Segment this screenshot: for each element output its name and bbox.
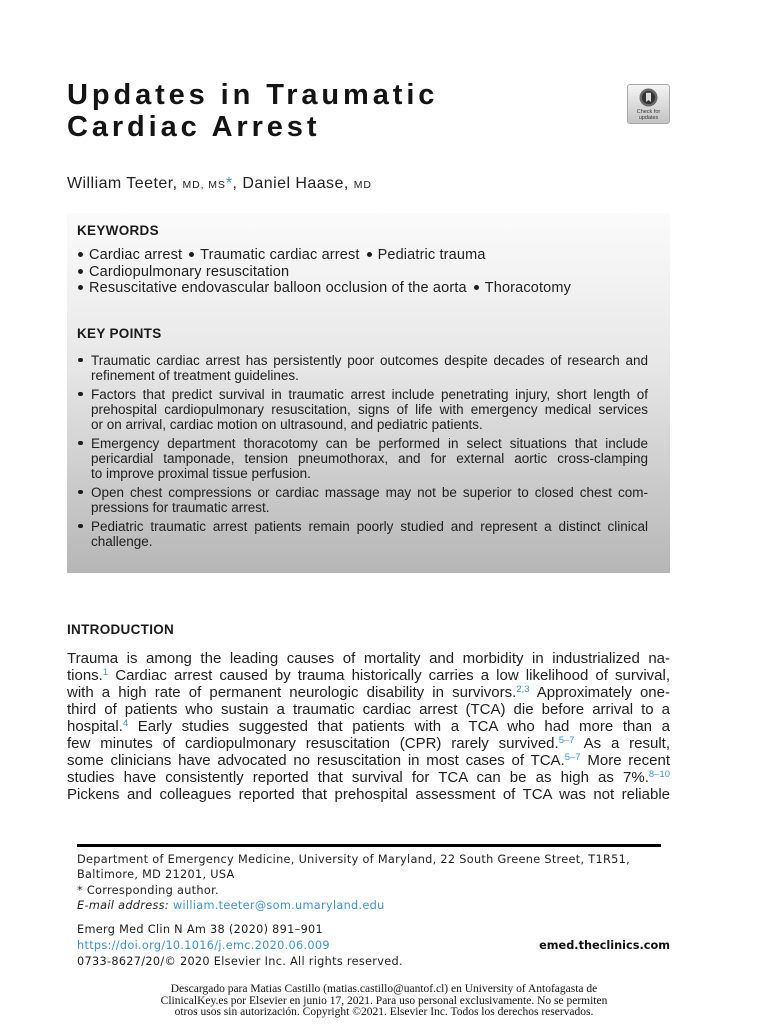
key-point-line: challenge. xyxy=(91,533,153,549)
corresponding-author-note: * Corresponding author. xyxy=(77,883,219,897)
key-point-text xyxy=(91,485,648,515)
key-point-line: Open chest compressions or cardiac massage may not be superior to closed chest com- xyxy=(91,484,648,500)
check-for-updates-icon xyxy=(639,88,658,107)
keyword: Traumatic cardiac arrest xyxy=(200,247,360,263)
key-point-item xyxy=(67,519,648,549)
body-line xyxy=(67,650,670,667)
body-line xyxy=(67,752,670,769)
body-line xyxy=(67,667,670,684)
citation: Emerg Med Clin N Am 38 (2020) 891–901 xyxy=(77,923,324,936)
key-point-line: Emergency department thoracotomy can be performed in select situations that include xyxy=(91,435,648,451)
body-text-segment: third of patients who sustain a traumatic cardiac arrest (TCA) die before arrival to a xyxy=(67,701,670,718)
notice-line: ClinicalKey.es por Elsevier en junio 17, 2021. Para uso personal exclusivamente. No se permiten xyxy=(160,994,608,1007)
author-list xyxy=(67,175,372,194)
bullet-icon xyxy=(78,269,83,274)
title-line: Updates in Traumatic xyxy=(67,79,439,111)
body-line xyxy=(67,684,670,701)
body-text-segment: Early studies suggested that patients with a TCA who had more than a xyxy=(128,718,670,735)
email-link[interactable]: william.teeter@som.umaryland.edu xyxy=(172,898,385,912)
keywords-keypoints-box xyxy=(67,213,670,573)
key-point-item xyxy=(67,485,648,515)
reference-link[interactable]: 2,3 xyxy=(516,684,530,695)
key-point-line: Traumatic cardiac arrest has persistently poor outcomes despite decades of research and xyxy=(91,352,648,368)
key-point-line: or on arrival, cardiac motion on ultrasound, and pediatric patients. xyxy=(91,416,483,432)
body-text-segment: Approximately one- xyxy=(529,684,670,701)
body-line xyxy=(67,735,670,752)
body-text-segment: Cardiac arrest caused by trauma historically carries a low likelihood of survival, xyxy=(108,667,670,684)
badge-label xyxy=(628,109,669,121)
keyword: Resuscitative endovascular balloon occlusion of the aorta xyxy=(89,280,467,296)
keyword-line xyxy=(77,247,571,264)
reference-link[interactable]: 5–7 xyxy=(564,752,581,763)
author-name: Daniel Haase, xyxy=(242,175,349,192)
copyright-line: 0733-8627/20/© 2020 Elsevier Inc. All rights reserved. xyxy=(77,955,403,968)
body-line xyxy=(67,769,670,786)
badge-label-line: Check for xyxy=(636,109,661,115)
email-line xyxy=(77,898,630,913)
body-text-segment: As a result, xyxy=(574,735,670,752)
keyword: Thoracotomy xyxy=(484,280,571,296)
notice-line: Descargado para Matias Castillo (matias.castillo@uantof.cl) en University of Antofagasta de xyxy=(170,983,598,995)
body-text-segment: hospital. xyxy=(67,718,123,735)
bullet-icon xyxy=(78,490,83,495)
body-line xyxy=(67,701,670,718)
key-point-item xyxy=(67,387,648,432)
keyword: Pediatric trauma xyxy=(377,247,486,263)
body-text-segment: with a high rate of permanent neurologic disability in survivors. xyxy=(67,684,517,701)
journal-info xyxy=(77,922,670,970)
journal-site-link[interactable]: emed.theclinics.com xyxy=(539,939,670,952)
key-points-list xyxy=(67,353,670,553)
key-points-heading: KEY POINTS xyxy=(77,326,162,341)
body-text-segment: Pickens and colleagues reported that prehospital assessment of TCA was not reliable xyxy=(67,786,670,803)
bullet-icon xyxy=(78,524,83,529)
body-text-segment: Trauma is among the leading causes of mortality and morbidity in industrialized na- xyxy=(67,650,670,667)
body-text-segment: few minutes of cardiopulmonary resuscitation (CPR) rarely survived. xyxy=(67,735,559,752)
body-line xyxy=(67,718,670,735)
body-text-segment: some clinicians have advocated no resuscitation in most cases of TCA. xyxy=(67,752,565,769)
affiliation-line: Department of Emergency Medicine, University of Maryland, 22 South Greene Street, T1R51, xyxy=(77,853,630,866)
download-notice xyxy=(0,984,768,1019)
body-text-segment: More recent xyxy=(580,752,670,769)
email-label: E-mail address: xyxy=(77,898,169,912)
doi-row xyxy=(77,938,670,954)
article-title xyxy=(67,79,438,143)
keyword: Cardiopulmonary resuscitation xyxy=(89,263,290,280)
bullet-icon xyxy=(189,252,194,257)
bullet-icon xyxy=(78,252,83,257)
key-point-line: Factors that predict survival in traumatic arrest include penetrating injury, short length of xyxy=(91,386,648,402)
body-text-segment: tions. xyxy=(67,667,103,684)
bullet-icon xyxy=(78,441,83,446)
key-point-line: refinement of treatment guidelines. xyxy=(91,367,299,383)
key-point-text xyxy=(91,353,648,383)
key-point-line: Pediatric traumatic arrest patients remain poorly studied and represent a distinct clinical xyxy=(91,518,648,534)
bullet-icon xyxy=(78,285,83,290)
check-for-updates-badge[interactable] xyxy=(627,84,670,124)
reference-link[interactable]: 1 xyxy=(102,667,109,678)
badge-label-line: updates xyxy=(638,115,659,121)
doi-link[interactable]: https://doi.org/10.1016/j.emc.2020.06.009 xyxy=(77,939,330,952)
key-point-line: pericardial tamponade, tension pneumothorax, and for external aortic cross-clamping xyxy=(91,450,648,466)
notice-line: otros usos sin autorización. Copyright ©2021. Elsevier Inc. Todos los derechos reservados. xyxy=(174,1006,594,1018)
bullet-icon xyxy=(78,358,83,363)
affiliation-line: Baltimore, MD 21201, USA xyxy=(77,868,235,882)
key-point-text xyxy=(91,387,648,432)
keyword-list xyxy=(77,247,571,297)
key-point-item xyxy=(67,353,648,383)
author-name: William Teeter, xyxy=(67,175,178,192)
bullet-icon xyxy=(474,285,479,290)
key-point-text xyxy=(91,436,648,481)
title-line: Cardiac Arrest xyxy=(67,111,321,143)
reference-link[interactable]: 5–7 xyxy=(558,735,575,746)
footnote-divider xyxy=(77,844,661,847)
body-line xyxy=(67,786,670,803)
keyword-line xyxy=(77,280,571,297)
key-point-item xyxy=(67,436,648,481)
author-degrees: MD, MS xyxy=(182,179,226,191)
footnotes xyxy=(77,852,630,913)
bullet-icon xyxy=(78,392,83,397)
reference-link[interactable]: 4 xyxy=(122,718,129,729)
author-degrees: MD xyxy=(353,179,372,191)
introduction-paragraph xyxy=(67,650,670,803)
key-point-line: to improve proximal tissue perfusion. xyxy=(91,465,311,481)
keyword: Cardiac arrest xyxy=(89,247,183,263)
key-point-text xyxy=(91,519,648,549)
keyword-line xyxy=(77,264,571,281)
keywords-heading: KEYWORDS xyxy=(77,223,159,238)
section-heading: INTRODUCTION xyxy=(67,622,175,637)
corresponding-author-mark[interactable]: * xyxy=(225,175,233,192)
bullet-icon xyxy=(367,252,372,257)
body-text-segment: studies have consistently reported that survival for TCA can be as high as 7%. xyxy=(67,769,649,786)
key-point-line: prehospital cardiopulmonary resuscitation, signs of life with emergency medical services xyxy=(91,401,648,417)
key-point-line: pressions for traumatic arrest. xyxy=(91,499,270,515)
author-separator: , xyxy=(232,175,238,192)
reference-link[interactable]: 8–10 xyxy=(648,769,670,780)
